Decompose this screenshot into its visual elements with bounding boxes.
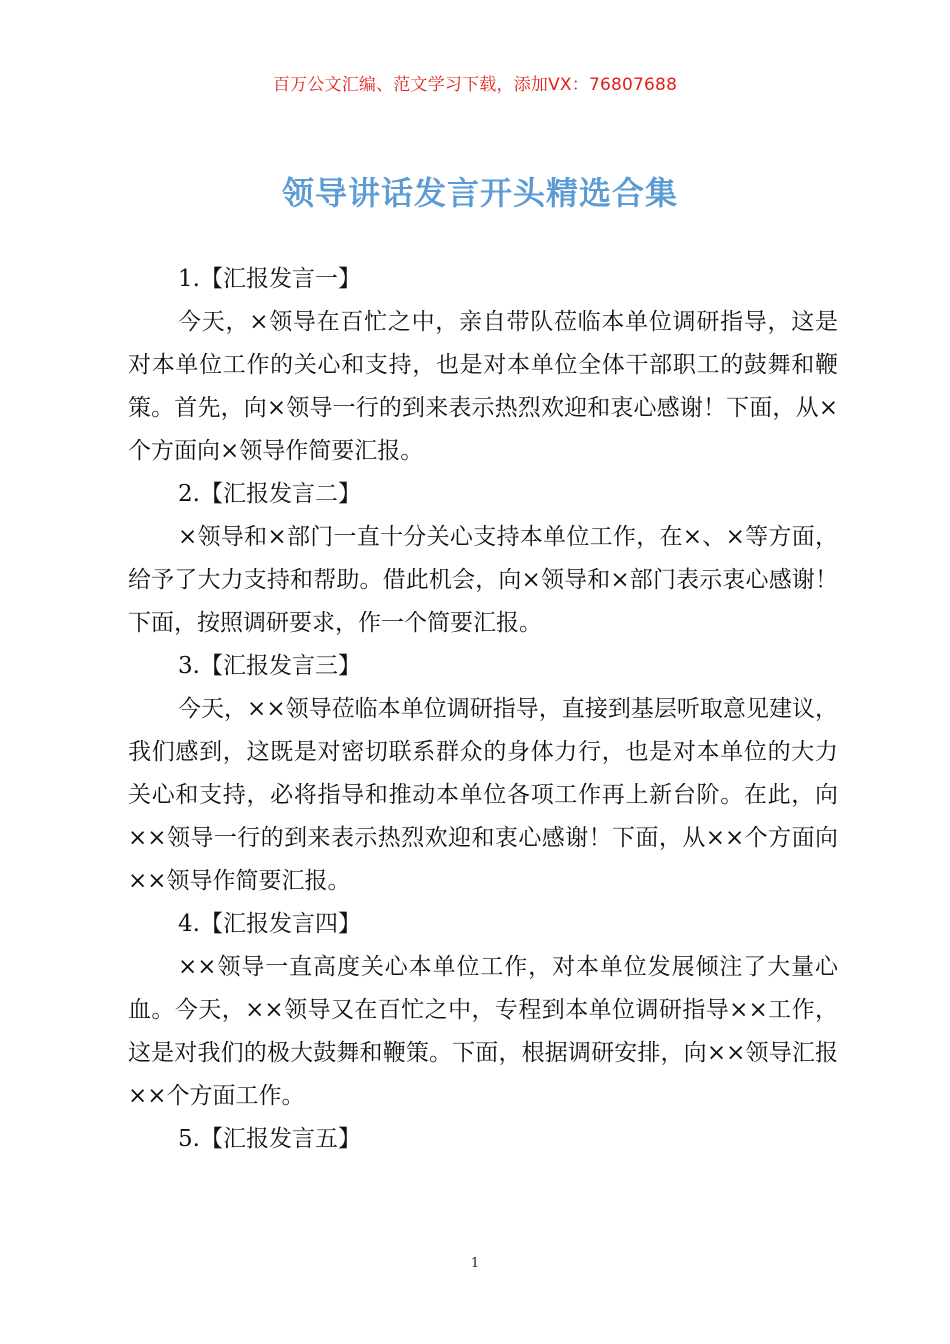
section-paragraph-2: ×领导和×部门一直十分关心支持本单位工作，在×、×等方面，给予了大力支持和帮助。借此机会，向×领导和×部门表示衷心感谢！下面，按照调研要求，作一个简要汇报。: [128, 524, 838, 636]
section-paragraph-3: 今天，××领导莅临本单位调研指导，直接到基层听取意见建议，我们感到，这既是对密切联系群众的身体力行，也是对本单位的大力关心和支持，必将指导和推动本单位各项工作再上新台阶。在此，向××领导一行的到来表示热烈欢迎和衷心感谢！下面，从××个方面向××领导作简要汇报。: [128, 696, 838, 894]
document-body: [128, 258, 838, 1161]
document-title: 领导讲话发言开头精选合集: [281, 174, 678, 212]
section-heading-1: 1.【汇报发言一】: [178, 266, 361, 292]
header-watermark-note: 百万公文汇编、范文学习下载，添加VX：76807688: [272, 75, 678, 95]
section-heading-2: 2.【汇报发言二】: [178, 481, 361, 507]
page-number: 1: [470, 1256, 480, 1271]
section-heading-4: 4.【汇报发言四】: [178, 911, 361, 937]
section-paragraph-4: ××领导一直高度关心本单位工作，对本单位发展倾注了大量心血。今天，××领导又在百忙之中，专程到本单位调研指导××工作，这是对我们的极大鼓舞和鞭策。下面，根据调研安排，向××领导汇报××个方面工作。: [128, 954, 838, 1109]
section-heading-3: 3.【汇报发言三】: [178, 653, 361, 679]
section-heading-5: 5.【汇报发言五】: [178, 1126, 361, 1152]
section-paragraph-1: 今天，×领导在百忙之中，亲自带队莅临本单位调研指导，这是对本单位工作的关心和支持，也是对本单位全体干部职工的鼓舞和鞭策。首先，向×领导一行的到来表示热烈欢迎和衷心感谢！下面，从×个方面向×领导作简要汇报。: [128, 309, 838, 464]
